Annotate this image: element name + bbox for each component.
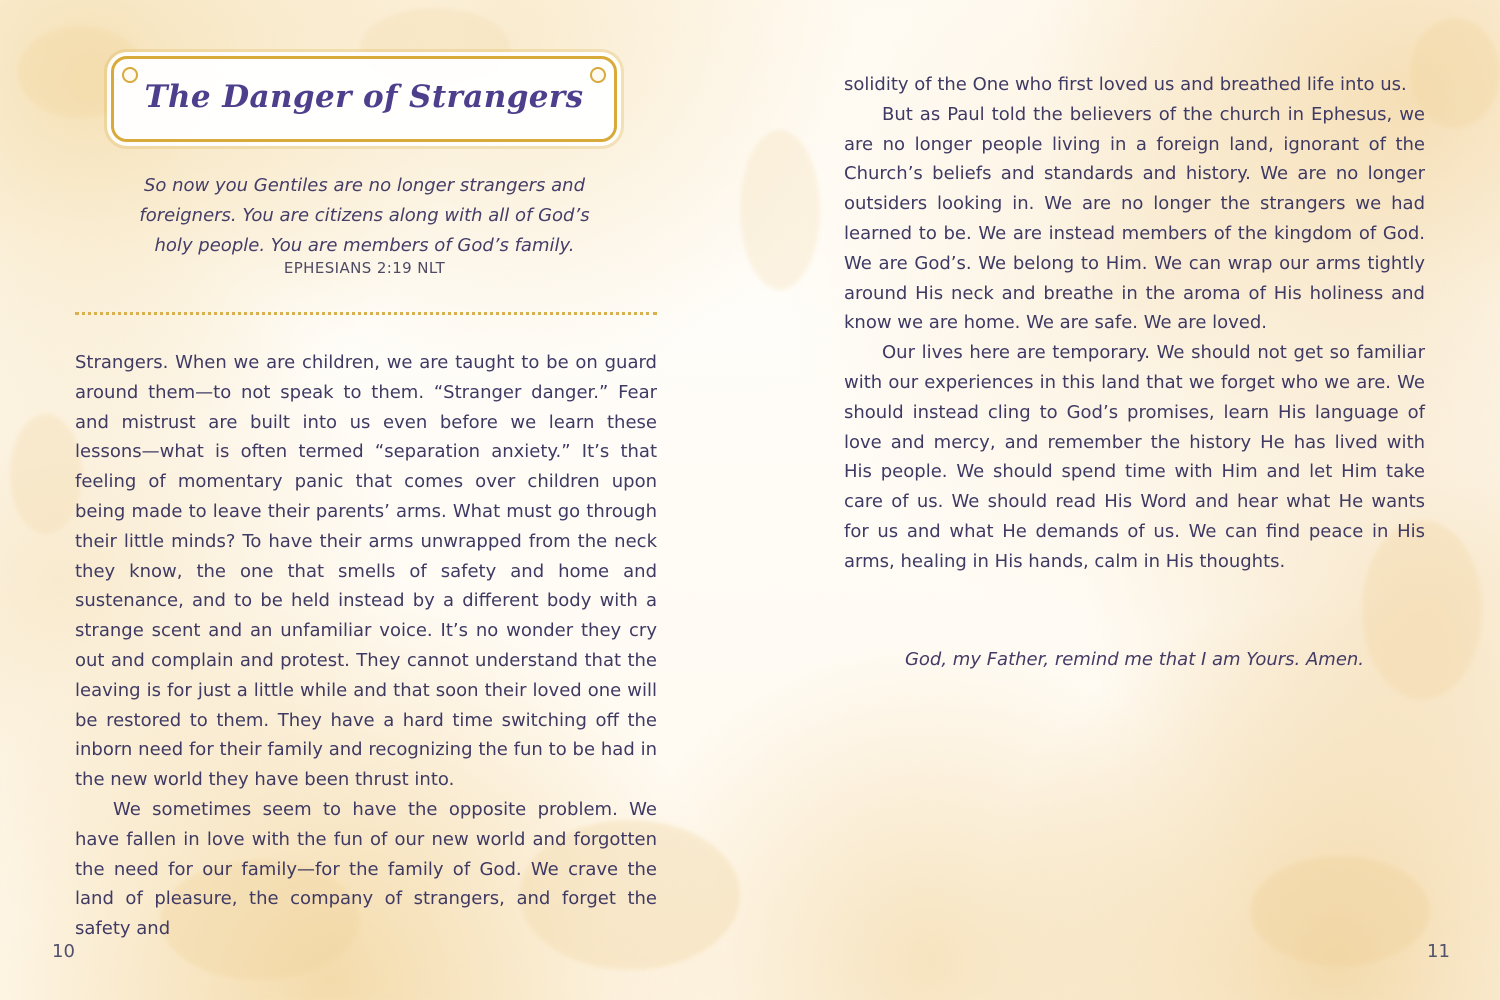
paragraph: Strangers. When we are children, we are taught to be on guard around them—to not speak to them. “Stranger danger.” Fear and mistrust are built into us even before we learn these lessons—what is often termed “separation anxiety.” It’s that feeling of momentary panic that comes over children upon being made to leave their parents’ arms. What must go through their little minds? To have their arms unwrapped from the neck they know, the one that smells of safety and home and sustenance, and to be held instead by a different body with a strange scent and an unfamiliar voice. It’s no wonder they cry out and complain and protest. They cannot understand that the leaving is for just a little while and that soon their loved one will be restored to them. They have a hard time switching off the inborn need for their family and recognizing the fun to be had in the new world they have been thrust into. <box>75 352 657 791</box>
paragraph: Our lives here are temporary. We should not get so familiar with our experiences in this land that we forget who we are. We should instead cling to God’s promises, learn His language of love and mercy, and remember the history He has lived with His people. We should spend time with Him and let Him take care of us. We should read His Word and hear what He wants for us and what He demands of us. We can find peace in His arms, healing in His hands, calm in His thoughts. <box>844 342 1425 572</box>
closing-prayer: God, my Father, remind me that I am Yours. Amen. <box>904 649 1365 670</box>
scripture-line: holy people. You are members of God’s family. <box>154 235 575 256</box>
watercolor-flower-icon <box>740 130 820 290</box>
right-body-text <box>844 70 1425 577</box>
paragraph: solidity of the One who first loved us and breathed life into us. <box>844 74 1407 95</box>
page-number-left: 10 <box>52 941 75 962</box>
page-title: The Danger of Strangers <box>144 79 584 115</box>
page-number-right: 11 <box>1427 941 1450 962</box>
scripture-line: foreigners. You are citizens along with all of God’s <box>139 205 590 226</box>
paragraph: But as Paul told the believers of the church in Ephesus, we are no longer people living in a foreign land, ignorant of the Church’s beliefs and standards and history. We are no longer outsiders looking in. We are no longer the strangers we had learned to be. We are instead members of the kingdom of God. We are God’s. We belong to Him. We can wrap our arms tightly around His neck and breathe in the aroma of His holiness and know we are home. We are safe. We are loved. <box>844 103 1425 334</box>
scripture-reference: EPHESIANS 2:19 NLT <box>283 259 446 277</box>
watercolor-flower-icon <box>1250 856 1430 966</box>
right-page <box>750 0 1500 1000</box>
scripture-line: So now you Gentiles are no longer strangers and <box>143 175 586 196</box>
scripture-quote <box>112 171 617 261</box>
left-body-text <box>75 348 657 944</box>
watercolor-flower-icon <box>10 414 82 534</box>
dotted-divider-icon <box>75 312 657 315</box>
title-frame <box>111 56 617 142</box>
paragraph: We sometimes seem to have the opposite problem. We have fallen in love with the fun of our new world and forgotten the need for our family—for the family of God. We crave the land of pleasure, the company of strangers, and forget the safety and <box>75 798 657 940</box>
